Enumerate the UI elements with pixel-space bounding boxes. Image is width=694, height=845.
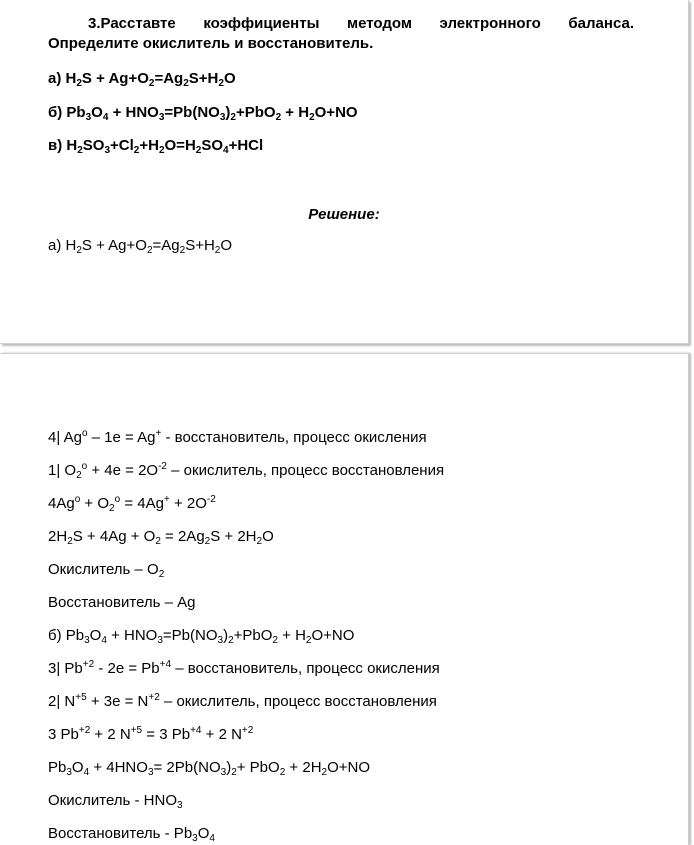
- question-b: б) $Pb_3O_4 + HNO_3=Pb(NO_3)_2+PbO_2 + H_2O+NO$: [48, 104, 358, 123]
- balanced-equation-a: $2H_2S + 4Ag + O_2 = 2Ag_2S + 2H_2O$: [48, 528, 274, 547]
- ionic-equation-b: 3 $Pb^{+2} + 2$ $N^{+5} = 3$ $Pb^{+4} + 2$ $N^{+2}$: [48, 725, 254, 743]
- ionic-equation-a: $4Ag^o + O_2^o = 4Ag^+ + 2O^{-2}$: [48, 494, 216, 514]
- balanced-equation-b: $Pb_3O_4 + 4HNO_3= 2Pb(NO_3)_2+ PbO_2 + 2H_2O+NO$: [48, 759, 371, 778]
- solution-title: Решение:: [308, 206, 380, 223]
- oxidizer-a: Окислитель – $O_2$: [48, 561, 165, 580]
- question-c: в) $H_2SO_3+Cl_2+H_2O=H_2SO_4+HCl$: [48, 137, 264, 156]
- question-a: а) $H_2S + Ag+O_2=Ag_2S+H_2O$: [48, 70, 236, 89]
- reducer-b: Восстановитель - $Pb_3O_4$: [48, 825, 215, 844]
- task-heading: 3.Расставте коэффициенты методом электронного баланса. Определите окислитель и восстановитель.: [48, 15, 634, 52]
- balance-line-pb: 3| $Pb^{+2} - 2e = Pb^{+4}$ – восстановитель, процесс окисления: [48, 659, 440, 677]
- solution-b-header: б) $Pb_3O_4 + HNO_3=Pb(NO_3)_2+PbO_2 + H_2O+NO$: [48, 627, 355, 646]
- balance-line-n: 2| $N^{+5} + 3e = N^{+2}$ – окислитель, процесс восстановления: [48, 692, 437, 710]
- solution-a-header: а) $H_2S + Ag+O_2=Ag_2S+H_2O$: [48, 237, 233, 256]
- page-top: [0, 0, 689, 344]
- balance-line-o2: 1| $O_2^o + 4e = 2O^{-2}$ – окислитель, процесс восстановления: [48, 461, 445, 481]
- reducer-a: Восстановитель – Ag: [48, 594, 196, 611]
- oxidizer-b: Окислитель - $HNO_3$: [48, 792, 183, 811]
- page-bottom: [0, 353, 689, 845]
- balance-line-ag: 4| Ag$^o$ – 1e = Ag+ - восстановитель, процесс окисления: [48, 428, 427, 446]
